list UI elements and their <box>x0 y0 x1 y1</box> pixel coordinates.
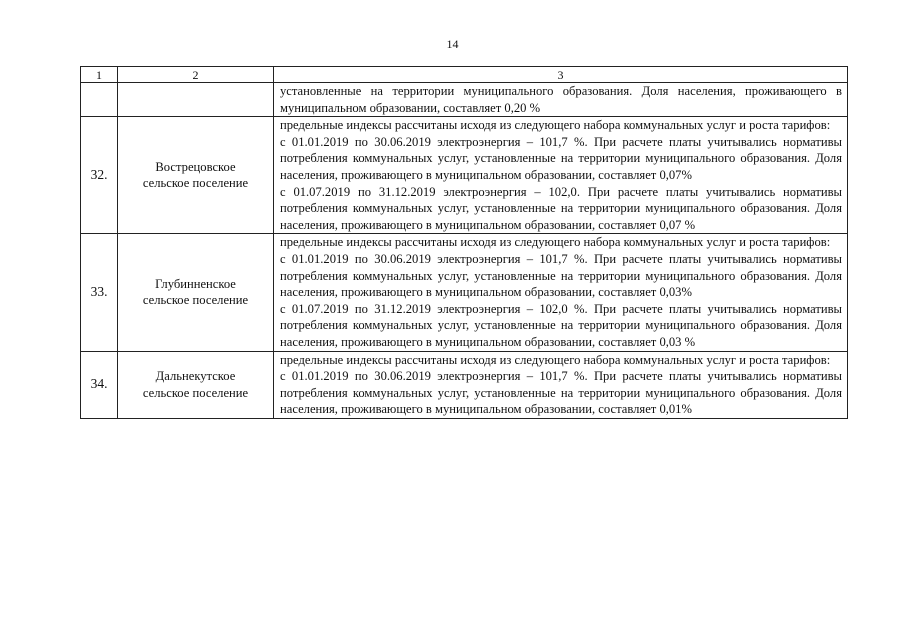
description-paragraph: с 01.07.2019 по 31.12.2019 электроэнергия – 102,0. При расчете платы учитывались нормативы потребления коммунальных услуг, установленные на территории муниципального образования. Доля населения, проживающего в муниципальном образовании, составляет 0,07 % <box>280 184 842 232</box>
description-paragraph: с 01.01.2019 по 30.06.2019 электроэнергия – 101,7 %. При расчете платы учитывались нормативы потребления коммунальных услуг, установленные на территории муниципального образования. Доля населения, проживающего в муниципальном образовании, составляет 0,07% <box>280 134 842 182</box>
row-number <box>81 83 118 117</box>
settlement-name-line2: сельское поселение <box>142 293 249 308</box>
header-col-2: 2 <box>118 67 274 83</box>
description-paragraph: с 01.07.2019 по 31.12.2019 электроэнергия – 102,0 %. При расчете платы учитывались нормативы потребления коммунальных услуг, установленные на территории муниципального образования. Доля населения, проживающего в муниципальном образовании, составляет 0,03 % <box>280 301 842 349</box>
row-description <box>274 351 848 418</box>
tariff-table <box>80 66 848 419</box>
row-number: 33. <box>81 234 118 351</box>
header-col-1: 1 <box>81 67 118 83</box>
settlement-name-line1: Глубинненское <box>155 276 236 291</box>
page-number: 14 <box>446 37 459 51</box>
description-paragraph: с 01.01.2019 по 30.06.2019 электроэнергия – 101,7 %. При расчете платы учитывались нормативы потребления коммунальных услуг, установленные на территории муниципального образования. Доля населения, проживающего в муниципальном образовании, составляет 0,01% <box>280 369 842 417</box>
row-number: 32. <box>81 117 118 234</box>
row-number: 34. <box>81 351 118 418</box>
row-description <box>274 83 848 117</box>
settlement-name-line1: Вострецовское <box>155 159 236 174</box>
table-row-33 <box>81 234 848 351</box>
description-paragraph: с 01.01.2019 по 30.06.2019 электроэнергия – 101,7 %. При расчете платы учитывались нормативы потребления коммунальных услуг, установленные на территории муниципального образования. Доля населения, проживающего в муниципальном образовании, составляет 0,03% <box>280 251 842 300</box>
header-col-3: 3 <box>274 67 848 83</box>
settlement-name <box>118 83 274 117</box>
settlement-name <box>118 234 274 351</box>
table-row-continuation <box>81 83 848 117</box>
settlement-name-line2: сельское поселение <box>142 385 249 400</box>
description-paragraph: предельные индексы рассчитаны исходя из следующего набора коммунальных услуг и роста тарифов: <box>280 235 831 250</box>
description-paragraph: предельные индексы рассчитаны исходя из следующего набора коммунальных услуг и роста тарифов: <box>280 352 831 367</box>
table-row-34 <box>81 351 848 418</box>
row-description <box>274 234 848 351</box>
settlement-name-line1: Дальнекутское <box>155 369 236 384</box>
description-paragraph: предельные индексы рассчитаны исходя из следующего набора коммунальных услуг и роста тарифов: <box>280 118 831 133</box>
settlement-name <box>118 117 274 234</box>
row-description <box>274 117 848 234</box>
table-header-row <box>81 67 848 83</box>
table-row-32 <box>81 117 848 234</box>
settlement-name <box>118 351 274 418</box>
description-paragraph: установленные на территории муниципального образования. Доля населения, проживающего в муниципальном образовании, составляет 0,20 % <box>280 84 842 115</box>
settlement-name-line2: сельское поселение <box>142 176 249 191</box>
